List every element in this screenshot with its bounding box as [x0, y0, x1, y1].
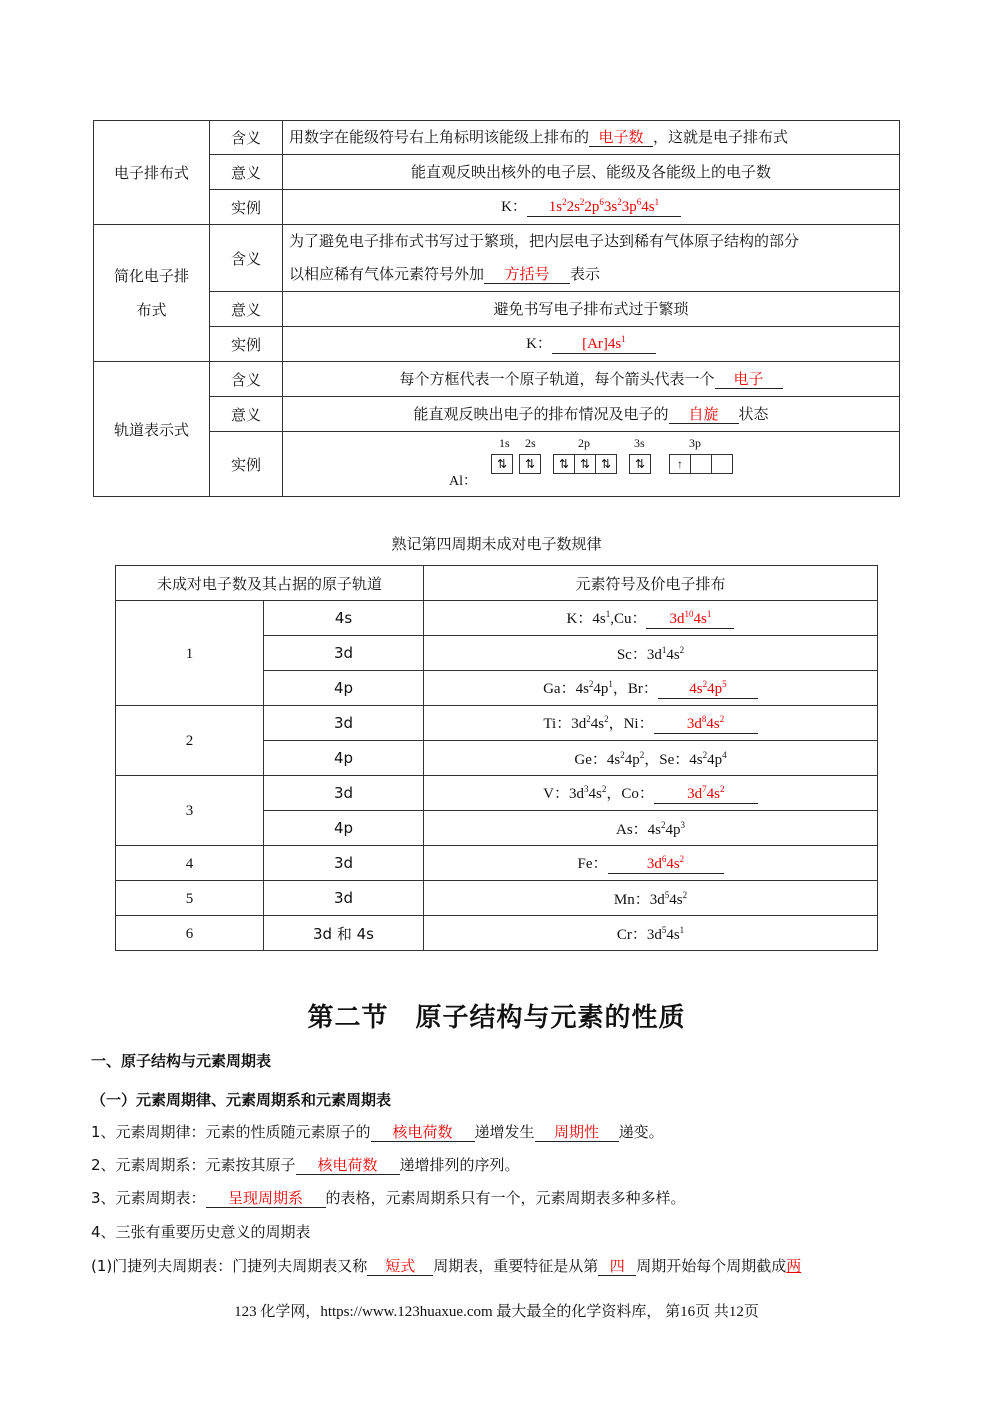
meaning-label: 含义 — [230, 129, 261, 147]
arrow-pair-icon: ⇅ — [600, 457, 612, 471]
simp-example — [283, 327, 900, 362]
config-sc: Sc：3d — [616, 646, 662, 663]
ex-label: 实例 — [230, 335, 261, 354]
orbital-box-1s — [491, 454, 513, 474]
row-label-simplified — [94, 225, 210, 362]
sig-label: 意义 — [230, 300, 261, 319]
ecf-meaning-text: 用数字在能级符号右上角标明该能级上排布的 — [289, 128, 590, 146]
orbital-example — [283, 432, 900, 497]
unpaired-electron-table — [115, 565, 878, 951]
config-cu-label: ,Cu： — [610, 611, 647, 627]
paragraph-3 — [91, 1187, 686, 1208]
simp-ex-prefix: K： — [526, 336, 552, 352]
meaning-label: 含义 — [230, 249, 261, 268]
electron-config-table — [93, 120, 900, 497]
config-se-b: 4p — [707, 751, 723, 768]
orbital-meaning-blank: 电子 — [715, 370, 783, 389]
ecf-significance — [283, 155, 900, 190]
count-text: 3 — [185, 803, 194, 819]
count-1 — [116, 601, 264, 706]
meaning-label: 含义 — [230, 370, 261, 389]
heading-2: （一）元素周期律、元素周期系和元素周期表 — [91, 1091, 392, 1109]
orbital-meaning — [283, 362, 900, 397]
orbital-cell — [264, 601, 424, 636]
ecf-example — [283, 190, 900, 225]
config-k: K：4s — [566, 611, 606, 627]
count-text: 4 — [185, 855, 194, 872]
sublevel-2p: 2p — [578, 436, 590, 450]
count-text: 2 — [185, 733, 194, 749]
count-6 — [116, 916, 264, 951]
table2-title: 熟记第四周期未成对电子数规律 — [391, 535, 602, 553]
paragraph-1 — [91, 1121, 664, 1142]
config-cell: V：$3d^34s^2$，Co： $3d^74s^2$ — [424, 776, 878, 811]
config-cell: Ti：$3d^24s^2$，Ni： $3d^84s^2$ — [424, 706, 878, 741]
sublevel-3s: 3s — [634, 436, 645, 450]
orbital-cell — [264, 636, 424, 671]
arrow-pair-icon: ⇅ — [575, 455, 596, 473]
row-label-ecf — [94, 121, 210, 225]
config-mn: Mn：3d — [613, 891, 665, 908]
arrow-pair-icon: ⇅ — [524, 457, 536, 471]
p1-blank-2: 周期性 — [535, 1123, 619, 1142]
orbital-text: 4p — [333, 679, 354, 697]
ecf-meaning — [283, 121, 900, 155]
cell-ex-label — [210, 327, 283, 362]
config-se: ，Se：4s — [644, 751, 703, 768]
arrow-pair-icon: ⇅ — [496, 457, 508, 471]
count-text: 1 — [185, 645, 194, 662]
config-cr: Cr：3d — [616, 926, 662, 943]
p1-blank-1: 核电荷数 — [371, 1123, 475, 1142]
simp-meaning-blank: 方括号 — [484, 265, 570, 284]
ecf-ex-answer: $1s^22s^22p^63s^23p^64s^1$ — [527, 198, 681, 217]
config-br-label: ，Br： — [612, 681, 658, 697]
config-ti-b: 4s — [590, 716, 605, 732]
p3-post: 的表格，元素周期系只有一个，元素周期表多种多样。 — [325, 1189, 686, 1207]
p5-blank-1: 短式 — [367, 1257, 433, 1276]
cell-meaning-label — [210, 362, 283, 397]
simp-ex-answer: $[Ar]4s^1$ — [552, 335, 656, 354]
orbital-text: 3d — [333, 714, 354, 732]
config-br-answer: $4s^24p^5$ — [658, 680, 758, 699]
orbital-cell — [264, 916, 424, 951]
cell-meaning-label — [210, 121, 283, 155]
orbital-box-2s — [519, 454, 541, 474]
config-ge: Ge：4s — [574, 751, 621, 768]
p2-blank: 核电荷数 — [296, 1156, 400, 1175]
cell-ex-label — [210, 432, 283, 497]
p1-post: 递变。 — [618, 1123, 664, 1141]
footer: 123 化学网，https://www.123huaxue.com 最大最全的化学资料库， 第16页 共12页 — [234, 1304, 759, 1320]
config-as-b: 4p — [665, 821, 681, 838]
orbital-box-3p — [669, 454, 733, 474]
p5-blank-2: 四 — [598, 1257, 636, 1276]
element-al: Al： — [449, 474, 477, 489]
orbital-sig-text: 能直观反映出电子的排布情况及电子的 — [413, 405, 669, 423]
config-mn-b: 4s — [669, 891, 683, 908]
sig-label: 意义 — [230, 405, 261, 424]
cell-ex-label — [210, 190, 283, 225]
ecf-label: 电子排布式 — [113, 164, 189, 182]
orbital-text: 3d — [333, 784, 354, 802]
orbital-cell — [264, 776, 424, 811]
section-title: 第二节 原子结构与元素的性质 — [307, 1003, 686, 1033]
p2-post: 递增排列的序列。 — [399, 1156, 520, 1174]
simp-ex-blank: [Ar]4s — [582, 336, 622, 352]
ecf-sig-text: 能直观反映出核外的电子层、能级及各能级上的电子数 — [410, 163, 771, 181]
arrow-pair-icon: ⇅ — [554, 455, 575, 473]
simp-label-2: 布式 — [136, 301, 167, 319]
config-co-answer: $3d^74s^2$ — [654, 785, 758, 804]
header-text: 元素符号及价电子排布 — [575, 574, 726, 593]
paragraph-2 — [91, 1154, 520, 1175]
orbital-text: 4p — [333, 749, 354, 767]
arrow-pair-icon: ⇅ — [634, 457, 646, 471]
cell-sig-label — [210, 397, 283, 432]
simp-meaning-post: 表示 — [570, 265, 601, 283]
header-col2 — [424, 566, 878, 601]
simp-meaning-line2: 以相应稀有气体元素符号外加 — [289, 265, 485, 283]
p5-end: 两 — [786, 1257, 802, 1275]
orbital-significance — [283, 397, 900, 432]
p5-text: (1)门捷列夫周期表：门捷列夫周期表又称 — [91, 1257, 368, 1275]
orbital-text: 3d — [333, 889, 354, 907]
p3-blank: 呈现周期系 — [206, 1189, 326, 1208]
simp-meaning — [283, 225, 900, 292]
paragraph-4: 4、三张有重要历史意义的周期表 — [91, 1223, 311, 1241]
orbital-cell — [264, 881, 424, 916]
orbital-sig-blank: 自旋 — [669, 405, 739, 424]
orbital-text: 3d — [333, 854, 354, 872]
empty-orbital — [712, 455, 732, 473]
ecf-ex-prefix: K： — [501, 199, 527, 215]
config-cell: Cr：$3d^54s^1$ — [424, 916, 878, 951]
heading-1: 一、原子结构与元素周期表 — [91, 1052, 272, 1070]
orbital-cell — [264, 811, 424, 846]
p1-mid: 递增发生 — [474, 1123, 535, 1141]
count-3 — [116, 776, 264, 846]
cell-sig-label — [210, 155, 283, 190]
count-4 — [116, 846, 264, 881]
config-co-label: ，Co： — [606, 786, 654, 802]
config-ge-b: 4p — [624, 751, 640, 768]
config-cu-answer: $3d^{10}4s^1$ — [646, 610, 734, 629]
p3-text: 3、元素周期表： — [91, 1189, 206, 1207]
count-2 — [116, 706, 264, 776]
config-ga-b: 4p — [593, 681, 609, 697]
row-label-orbital — [94, 362, 210, 497]
config-cell: Sc：$3d^14s^2$ — [424, 636, 878, 671]
orbital-cell — [264, 671, 424, 706]
header-col1 — [116, 566, 424, 601]
cell-meaning-label — [210, 225, 283, 292]
config-cell: K：$4s^1,Cu$： $3d^{10}4s^1$ — [424, 601, 878, 636]
orbital-text: 4p — [333, 819, 354, 837]
config-ni-label: ，Ni： — [608, 716, 654, 732]
arrow-up-icon: ↑ — [670, 455, 691, 473]
p2-text: 2、元素周期系：元素按其原子 — [91, 1156, 296, 1174]
ecf-meaning-post: ，这就是电子排布式 — [653, 128, 789, 146]
ex-label: 实例 — [230, 455, 261, 474]
config-cell: Ge：$4s^24p^2$，Se：$4s^24p^4$ — [424, 741, 878, 776]
simp-sig-text: 避免书写电子排布式过于繁琐 — [493, 300, 689, 318]
config-ga: Ga：4s — [543, 681, 589, 697]
sublevel-2s: 2s — [525, 436, 536, 450]
sublevel-3p: 3p — [689, 436, 701, 450]
orbital-cell — [264, 741, 424, 776]
p5-post: 周期开始每个周期截成 — [636, 1257, 787, 1275]
simp-meaning-line1: 为了避免电子排布式书写过于繁琐，把内层电子达到稀有气体原子结构的部分 — [289, 232, 800, 250]
orbital-text: 4s — [334, 609, 353, 627]
config-fe-label: Fe： — [577, 856, 608, 872]
orbital-label: 轨道表示式 — [113, 420, 189, 439]
orbital-text: 3d 和 4s — [313, 924, 374, 943]
p1-text: 1、元素周期律：元素的性质随元素原子的 — [91, 1123, 371, 1141]
orbital-text: 3d — [333, 644, 354, 662]
count-text: 5 — [185, 890, 194, 907]
config-cr-b: 4s — [666, 926, 680, 943]
config-cell — [424, 846, 878, 881]
cell-sig-label — [210, 292, 283, 327]
p5-mid: 周期表，重要特征是从第 — [433, 1257, 599, 1275]
orbital-sig-post: 状态 — [738, 405, 769, 423]
config-sc-b: 4s — [666, 646, 680, 663]
config-cell: Mn：$3d^54s^2$ — [424, 881, 878, 916]
header-text: 未成对电子数及其占据的原子轨道 — [156, 574, 382, 593]
orbital-meaning-text: 每个方框代表一个原子轨道，每个箭头代表一个 — [399, 370, 715, 388]
ex-label: 实例 — [230, 198, 261, 217]
sublevel-1s: 1s — [499, 436, 510, 450]
count-text: 6 — [185, 925, 194, 942]
config-cell: Ga：$4s^24p^1$，Br： $4s^24p^5$ — [424, 671, 878, 706]
empty-orbital — [691, 455, 712, 473]
simp-significance — [283, 292, 900, 327]
sig-label: 意义 — [230, 163, 261, 182]
orbital-cell — [264, 706, 424, 741]
simp-label-1: 简化电子排 — [113, 267, 189, 285]
config-ni-answer: $3d^84s^2$ — [654, 715, 758, 734]
orbital-box-2p — [553, 454, 617, 474]
config-v: V：3d — [543, 786, 584, 802]
orbital-box-3s — [629, 454, 651, 474]
paragraph-5 — [91, 1255, 801, 1276]
config-v-b: 4s — [588, 786, 602, 802]
orbital-cell — [264, 846, 424, 881]
ecf-meaning-blank: 电子数 — [589, 128, 653, 147]
count-5 — [116, 881, 264, 916]
config-cell: As：$4s^24p^3$ — [424, 811, 878, 846]
config-fe-answer: $3d^64s^2$ — [608, 855, 724, 874]
config-as: As：4s — [615, 821, 661, 838]
orbital-diagram — [289, 434, 893, 494]
config-ti: Ti：3d — [543, 716, 587, 732]
